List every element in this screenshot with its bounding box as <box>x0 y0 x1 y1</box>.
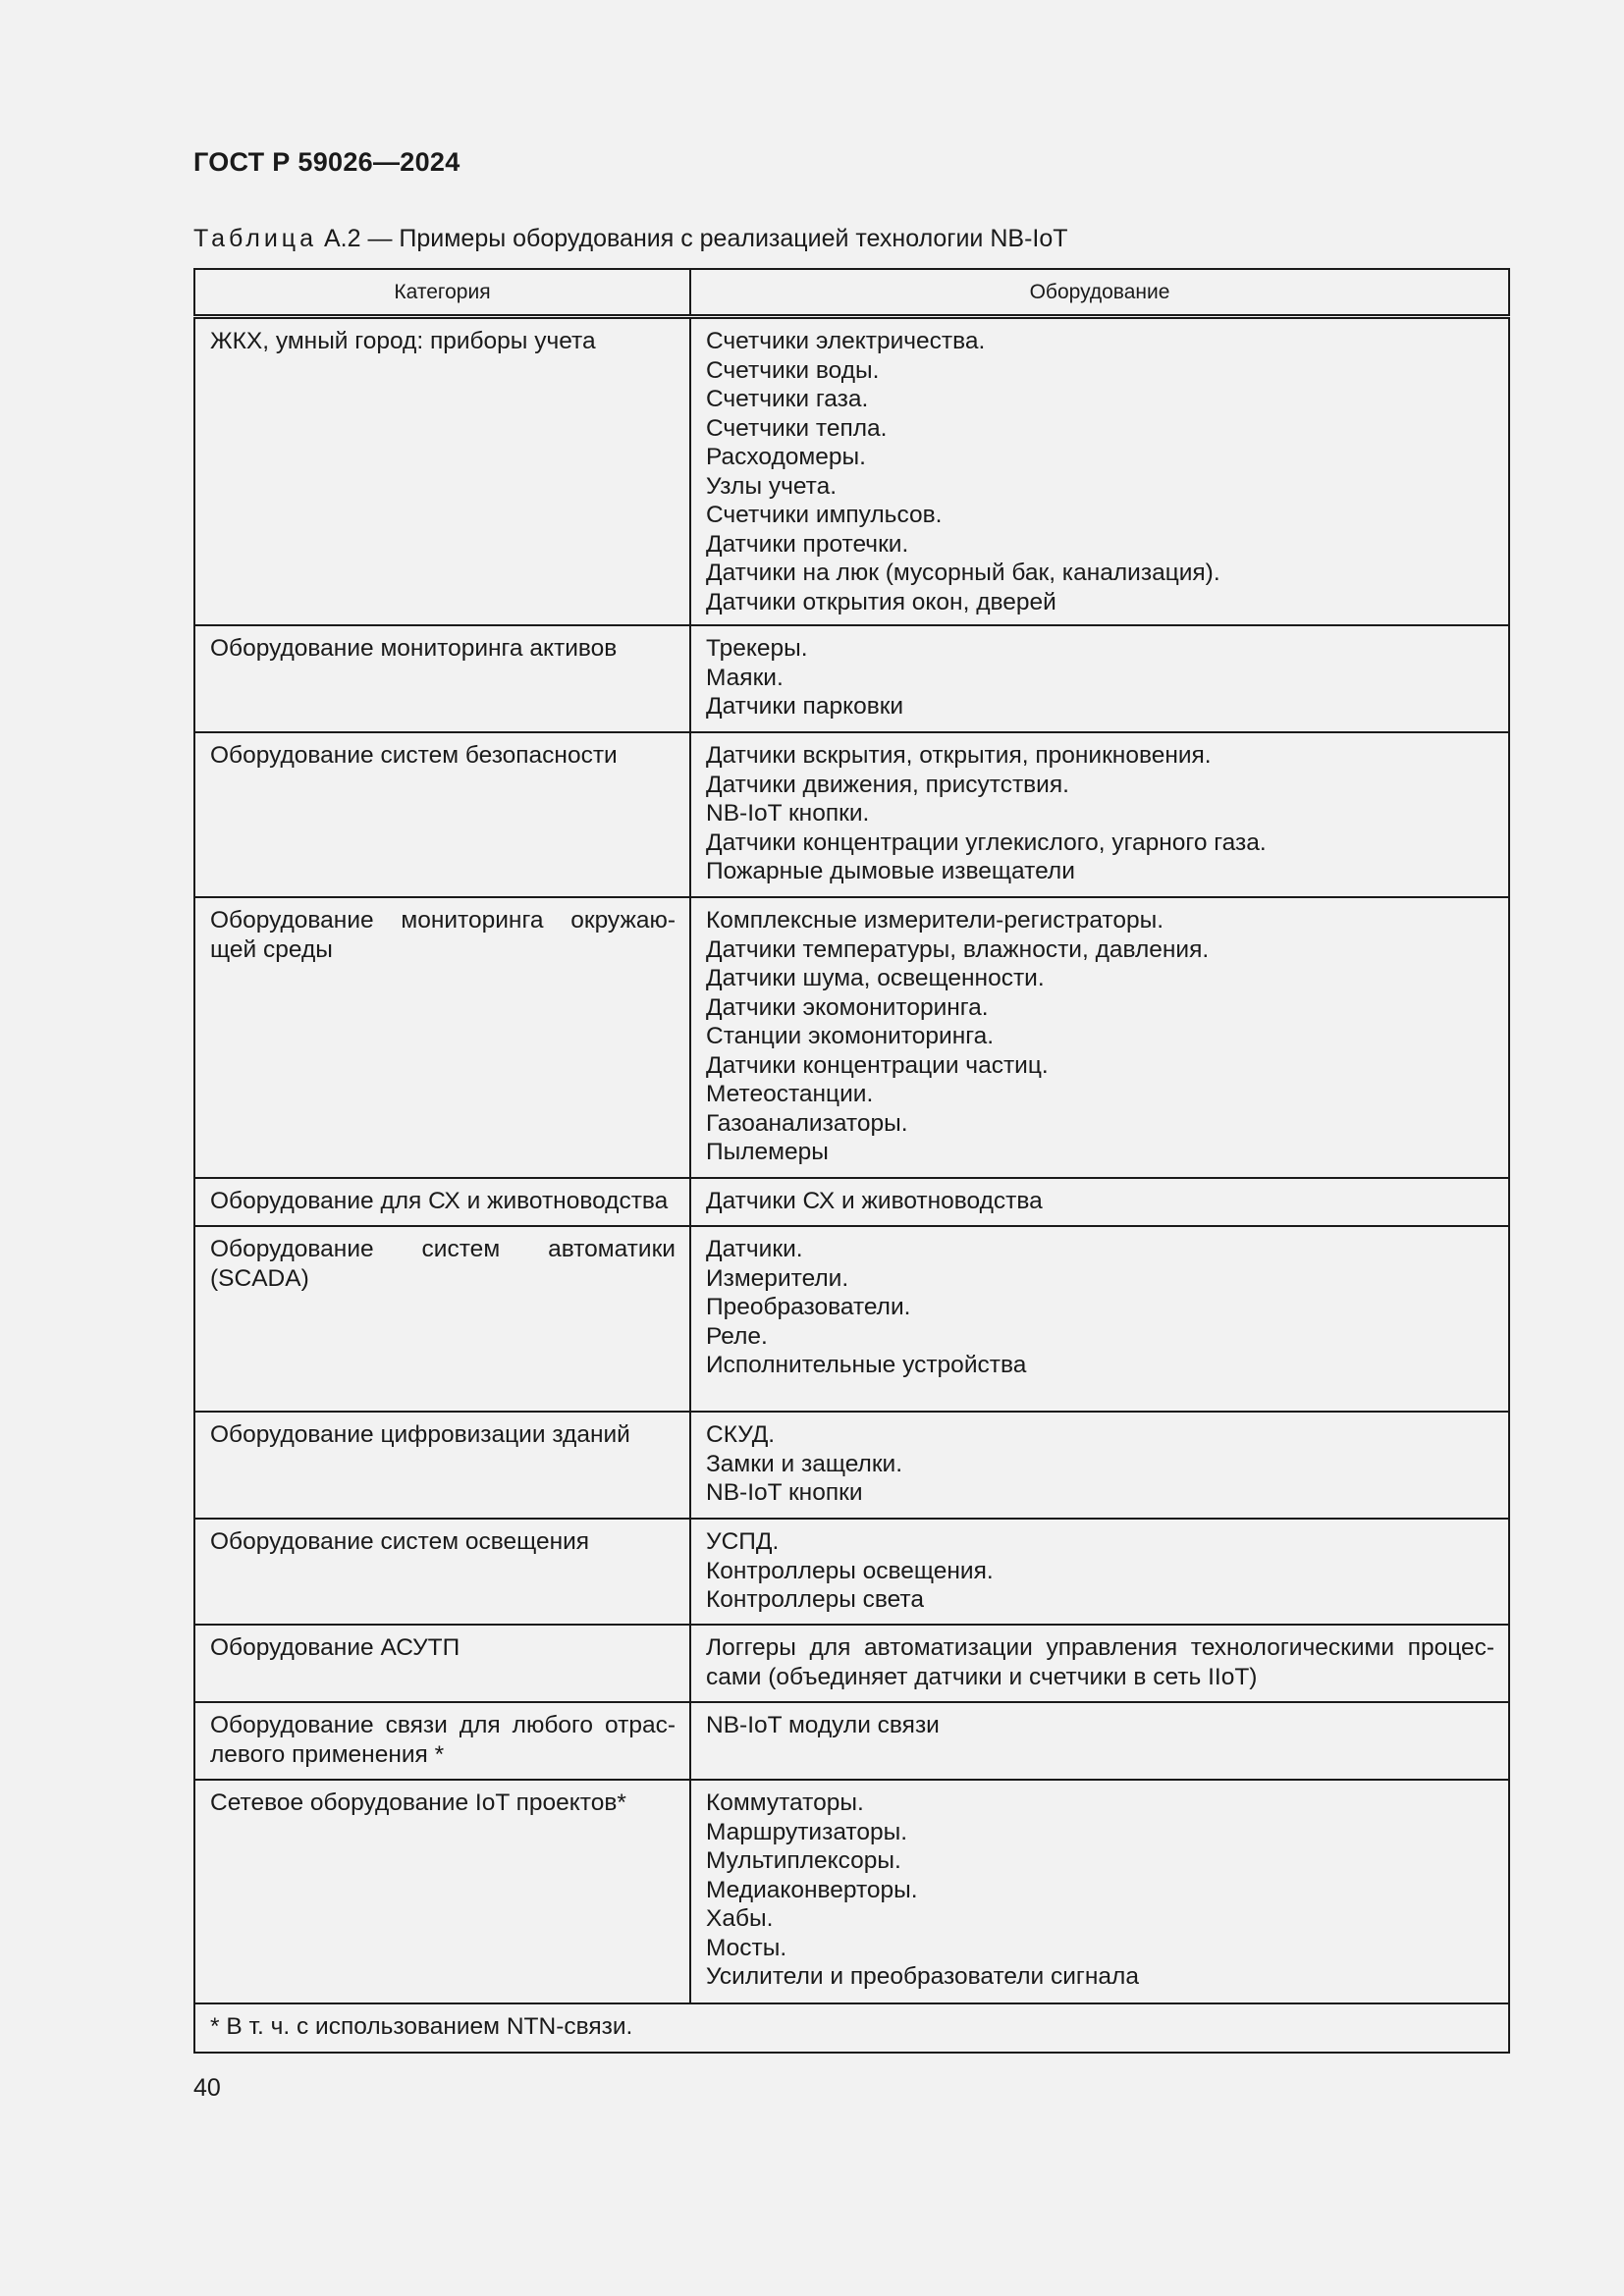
equipment-line: Счетчики электричества. <box>706 328 986 354</box>
equipment-line: Датчики парковки <box>706 693 904 720</box>
table-row <box>194 1178 1509 1226</box>
equipment-line: Комплексные измерители-регистраторы. <box>706 907 1164 934</box>
equipment-line: Логгеры для автоматизации управления технологическими процес- <box>706 1634 1494 1661</box>
table-row <box>194 1625 1509 1702</box>
category-line: щей среды <box>210 935 333 963</box>
equipment-line: Датчики экомониторинга. <box>706 993 989 1021</box>
equipment-cell <box>690 1625 1509 1702</box>
equipment-line: Трекеры. <box>706 635 808 662</box>
equipment-line: Датчики шума, освещенности. <box>706 965 1045 991</box>
category-line: Оборудование цифровизации зданий <box>210 1421 630 1448</box>
table-row <box>194 1519 1509 1625</box>
table-row <box>194 625 1509 732</box>
table-row <box>194 1226 1509 1412</box>
table-caption-prefix: Таблица <box>193 225 318 252</box>
table-caption-text: А.2 — Примеры оборудования с реализацией технологии NB-IoT <box>317 225 1068 252</box>
equipment-line: Маршрутизаторы. <box>706 1818 908 1845</box>
category-line: Оборудование связи для любого отрас- <box>210 1712 676 1738</box>
equipment-line: Датчики. <box>706 1236 803 1262</box>
equipment-line: Станции экомониторинга. <box>706 1023 995 1049</box>
category-line: (SCADA) <box>210 1264 309 1292</box>
category-line: ЖКХ, умный город: приборы учета <box>210 328 596 354</box>
column-header-category: Категория <box>194 269 690 317</box>
equipment-line: Узлы учета. <box>706 472 838 500</box>
equipment-line: Расходомеры. <box>706 444 866 470</box>
equipment-line: Датчики вскрытия, открытия, проникновения. <box>706 742 1212 769</box>
document-header: ГОСТ Р 59026—2024 <box>193 147 460 177</box>
table-caption <box>193 225 1068 253</box>
category-line: Сетевое оборудование IoT проектов* <box>210 1789 626 1816</box>
table-row <box>194 317 1509 626</box>
category-line: левого применения * <box>210 1740 445 1768</box>
category-line: Оборудование систем безопасности <box>210 742 618 769</box>
equipment-cell <box>690 1226 1509 1412</box>
category-cell <box>194 317 690 626</box>
equipment-line: Усилители и преобразователи сигнала <box>706 1963 1139 1990</box>
equipment-line: Исполнительные устройства <box>706 1352 1027 1378</box>
equipment-line: Датчики концентрации частиц. <box>706 1051 1049 1079</box>
equipment-cell <box>690 1412 1509 1519</box>
column-header-equipment: Оборудование <box>690 269 1509 317</box>
equipment-line: NB-IoT кнопки <box>706 1479 863 1506</box>
equipment-cell <box>690 1519 1509 1625</box>
equipment-line: Мосты. <box>706 1934 787 1961</box>
equipment-line: Пожарные дымовые извещатели <box>706 858 1075 884</box>
equipment-line: Счетчики импульсов. <box>706 502 943 528</box>
category-line: Оборудование мониторинга активов <box>210 635 618 662</box>
equipment-line: Маяки. <box>706 664 784 691</box>
equipment-cell <box>690 732 1509 897</box>
equipment-line: Счетчики газа. <box>706 386 869 412</box>
equipment-line: NB-IoT модули связи <box>706 1712 940 1738</box>
table-footnote-row <box>194 2003 1509 2053</box>
equipment-line: Счетчики воды. <box>706 356 880 384</box>
category-cell <box>194 897 690 1178</box>
category-cell <box>194 1625 690 1702</box>
table-row <box>194 1780 1509 2003</box>
equipment-line: Датчики открытия окон, дверей <box>706 588 1056 615</box>
equipment-table <box>193 268 1510 2054</box>
equipment-line: Датчики температуры, влажности, давления. <box>706 935 1210 963</box>
equipment-line: Медиаконверторы. <box>706 1876 918 1903</box>
table-row <box>194 732 1509 897</box>
equipment-cell <box>690 317 1509 626</box>
equipment-line: NB-IoT кнопки. <box>706 800 870 827</box>
equipment-line: Датчики концентрации углекислого, угарного газа. <box>706 828 1267 856</box>
table-footnote: * В т. ч. с использованием NTN-связи. <box>194 2003 1509 2053</box>
category-cell <box>194 1519 690 1625</box>
table-header-row <box>194 269 1509 317</box>
equipment-line: УСПД. <box>706 1528 780 1555</box>
category-cell <box>194 1702 690 1780</box>
equipment-line: Реле. <box>706 1322 768 1350</box>
equipment-line: Контроллеры света <box>706 1586 924 1613</box>
equipment-line: Замки и защелки. <box>706 1450 903 1477</box>
table-row <box>194 1412 1509 1519</box>
equipment-line: сами (объединяет датчики и счетчики в сеть IIoT) <box>706 1663 1258 1690</box>
category-cell <box>194 1226 690 1412</box>
category-cell <box>194 1780 690 2003</box>
equipment-line: Пылемеры <box>706 1139 829 1165</box>
equipment-line: Контроллеры освещения. <box>706 1557 994 1584</box>
table-row <box>194 1702 1509 1780</box>
equipment-cell <box>690 1780 1509 2003</box>
category-cell <box>194 1412 690 1519</box>
category-line: Оборудование систем автоматики <box>210 1236 676 1262</box>
category-cell <box>194 1178 690 1226</box>
equipment-line: Датчики на люк (мусорный бак, канализация). <box>706 560 1220 586</box>
category-cell <box>194 732 690 897</box>
equipment-line: Метеостанции. <box>706 1081 874 1107</box>
table-row <box>194 897 1509 1178</box>
equipment-line: Датчики движения, присутствия. <box>706 771 1069 798</box>
equipment-line: Мультиплексоры. <box>706 1847 901 1874</box>
equipment-line: Газоанализаторы. <box>706 1109 908 1137</box>
category-cell <box>194 625 690 732</box>
equipment-line: Счетчики тепла. <box>706 414 888 442</box>
equipment-line: Датчики СХ и животноводства <box>706 1188 1043 1214</box>
equipment-line: Хабы. <box>706 1905 774 1932</box>
equipment-line: Измерители. <box>706 1264 849 1292</box>
equipment-cell <box>690 625 1509 732</box>
equipment-cell <box>690 1702 1509 1780</box>
equipment-cell <box>690 1178 1509 1226</box>
category-line: Оборудование АСУТП <box>210 1634 460 1661</box>
category-line: Оборудование систем освещения <box>210 1528 590 1555</box>
equipment-line: Преобразователи. <box>706 1294 911 1320</box>
equipment-line: СКУД. <box>706 1421 776 1448</box>
page-number: 40 <box>193 2074 221 2102</box>
category-line: Оборудование для СХ и животноводства <box>210 1188 669 1214</box>
category-line: Оборудование мониторинга окружаю- <box>210 907 676 934</box>
equipment-line: Датчики протечки. <box>706 530 909 558</box>
equipment-line: Коммутаторы. <box>706 1789 864 1816</box>
equipment-cell <box>690 897 1509 1178</box>
